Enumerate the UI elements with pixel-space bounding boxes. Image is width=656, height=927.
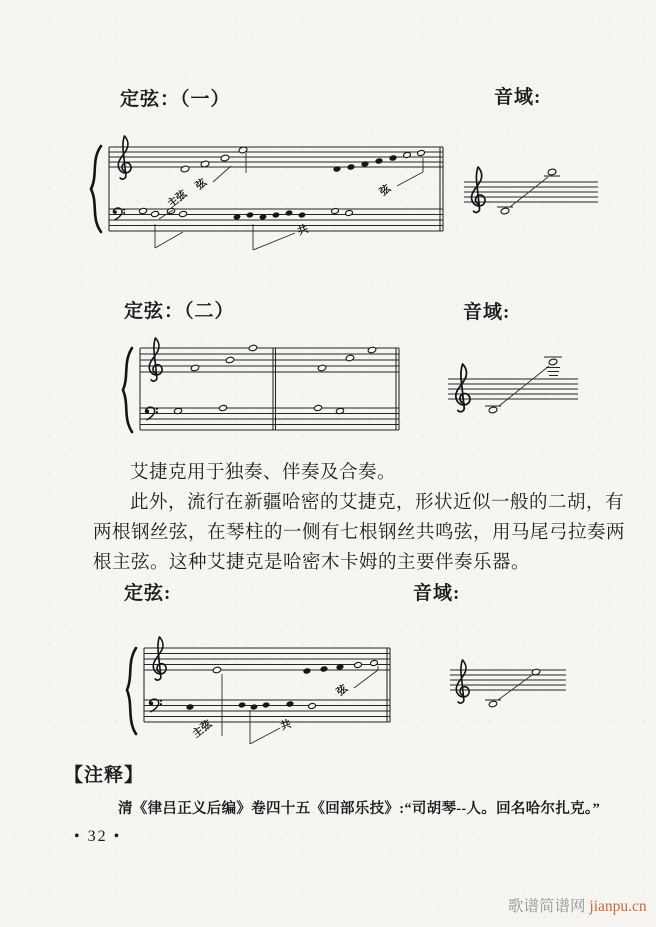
watermark-site-url: jianpu.cn bbox=[589, 898, 647, 915]
range-label-1: 音域: bbox=[494, 87, 542, 108]
footnote-text: 清《律吕正义后编》卷四十五《回部乐技》:“司胡琴--人。回名哈尔扎克。” bbox=[118, 801, 601, 817]
low-note bbox=[500, 207, 509, 214]
tuning-label-2: 定弦：（二） bbox=[124, 301, 235, 322]
note-heads bbox=[186, 660, 378, 710]
staff-system-3 bbox=[122, 630, 406, 758]
string-label: 共 bbox=[279, 718, 293, 733]
range-label-2: 音域: bbox=[463, 302, 511, 323]
range-staff-3 bbox=[438, 648, 588, 728]
treble-clef-icon bbox=[456, 660, 469, 703]
watermark bbox=[508, 894, 647, 916]
range-staff-2 bbox=[438, 336, 618, 442]
high-note bbox=[548, 358, 557, 365]
brace-icon bbox=[123, 348, 132, 432]
treble-clef-icon bbox=[456, 364, 470, 412]
paragraph-line: 两根钢丝弦，在琴柱的一侧有七根钢丝共鸣弦，用马尾弓拉奏两 bbox=[93, 523, 626, 543]
string-label: 弦 bbox=[335, 683, 351, 699]
string-label: 主弦 bbox=[191, 718, 215, 741]
string-label: 弦 bbox=[378, 183, 394, 199]
tuning-label-1: 定弦：（一） bbox=[120, 89, 231, 110]
staff-system-1 bbox=[85, 128, 457, 254]
string-label: 主弦 bbox=[166, 188, 190, 211]
low-note bbox=[488, 700, 497, 707]
note-heads bbox=[180, 146, 425, 173]
watermark-site-name: 歌谱简谱网 bbox=[508, 898, 586, 915]
brace-icon bbox=[127, 648, 136, 734]
bass-clef-icon bbox=[113, 208, 125, 220]
notes-header: 【注释】 bbox=[64, 765, 145, 786]
low-note bbox=[488, 406, 497, 413]
paragraph-line: 艾捷克用于独奏、伴奏及合奏。 bbox=[130, 463, 397, 483]
treble-clef-icon bbox=[472, 167, 485, 212]
page-number: • 32 • bbox=[74, 828, 122, 845]
body-text bbox=[93, 458, 633, 578]
paragraph-line: 此外，流行在新疆哈密的艾捷克，形状近似一般的二胡，有 bbox=[130, 493, 625, 513]
staff-system-2 bbox=[118, 332, 414, 440]
paragraph-line: 根主弦。这种艾捷克是哈密木卡姆的主要伴奏乐器。 bbox=[93, 553, 531, 573]
string-label: 弦 bbox=[194, 177, 210, 193]
brace-icon bbox=[91, 146, 101, 232]
high-note bbox=[547, 168, 556, 175]
range-label-3: 音域: bbox=[413, 583, 461, 604]
range-staff-1 bbox=[450, 150, 612, 246]
staff-lines-bottom bbox=[109, 209, 443, 231]
end-barline bbox=[440, 147, 443, 231]
tuning-label-3: 定弦: bbox=[124, 583, 172, 604]
string-label: 共 bbox=[296, 223, 310, 238]
